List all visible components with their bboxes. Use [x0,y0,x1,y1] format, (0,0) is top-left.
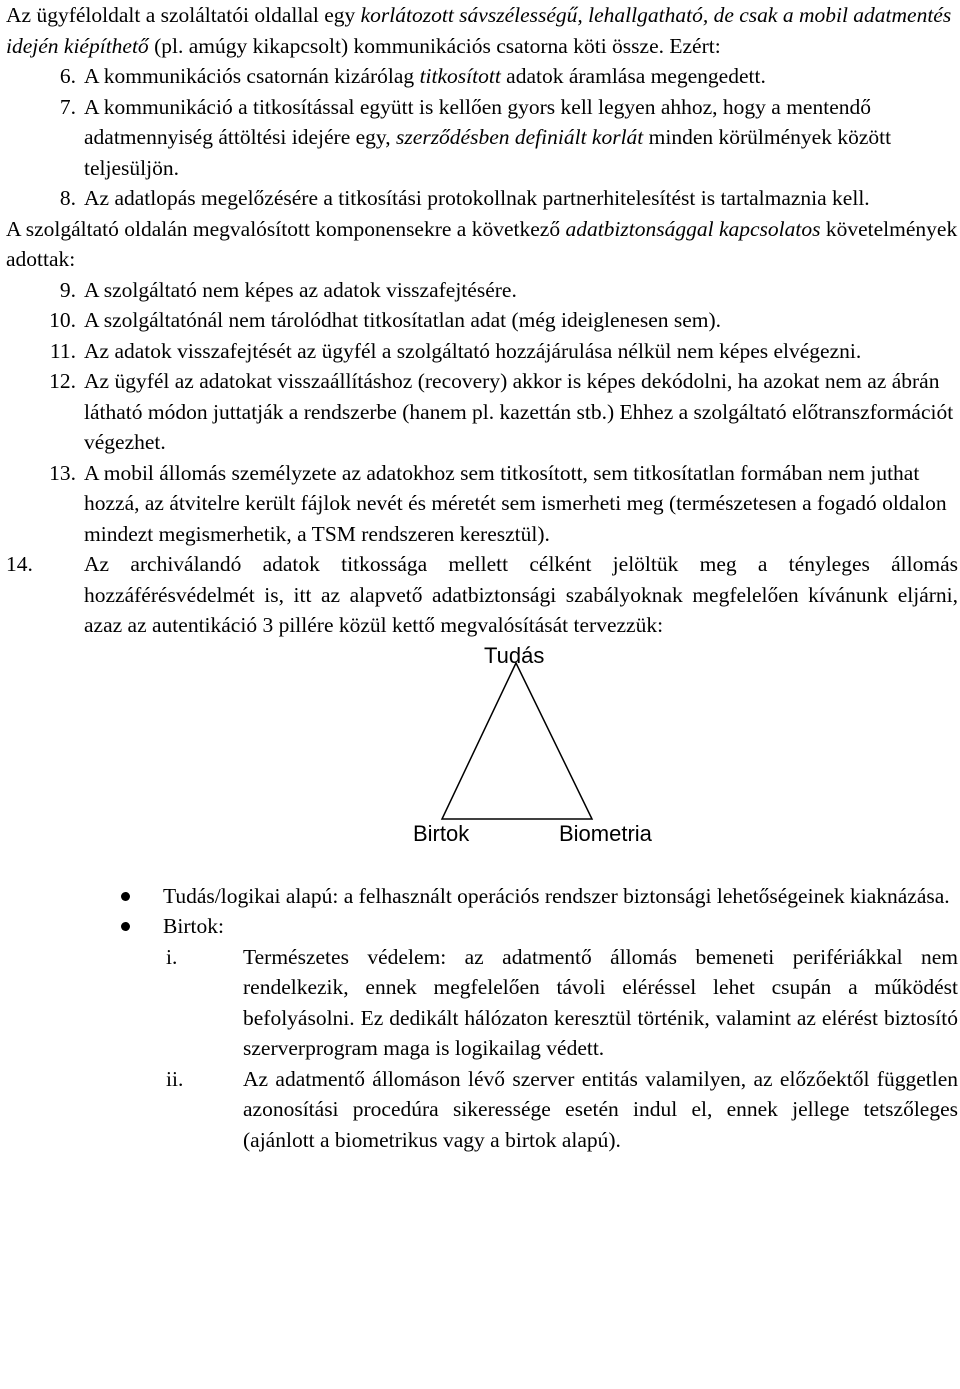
sub-list-item: ii. Az adatmentő állomáson lévő szerver entitás valamilyen, az előzőektől független azonosítási procedúra sikeressége esetén indul el, ennek jellege tetszőleges (ajánlott a biometrikus vagy a birtok alapú). [6,1064,958,1156]
requirements-emphasis: adatbiztonsággal kapcsolatos [565,216,821,241]
intro-text-2: (pl. amúgy kikapcsolt) kommunikációs csatorna köti össze. Ezért: [154,33,721,58]
bullet-item: Tudás/logikai alapú: a felhasznált operációs rendszer biztonsági lehetőségeinek kiaknázása. [6,881,958,912]
authentication-triangle-diagram [6,641,958,881]
triangle-svg [6,641,958,881]
item-number: 14. [6,552,33,576]
list-item: 11. Az adatok visszafejtését az ügyfél a szolgáltató hozzájárulása nélkül nem képes elvégezni. [6,336,958,367]
item-number: 8. [59,186,76,210]
bullet-icon [121,892,130,901]
bullet-item: Birtok: [6,911,958,942]
list-item: 8. Az adatlopás megelőzésére a titkosítási protokollnak partnerhitelesítést is tartalmaznia kell. [6,183,958,214]
item-number: 12. [49,369,76,393]
list-item: 7. A kommunikáció a titkosítással együtt is kellően gyors kell legyen ahhoz, hogy a mentendő adatmennyiség áttöltési idejére egy, szerződésben definiált korlát minden körülmények között teljesüljön. [6,92,958,184]
bullet-icon [121,922,130,931]
list-item: 10. A szolgáltatónál nem tárolódhat titkosítatlan adat (még ideiglenesen sem). [6,305,958,336]
list-item: 14. Az archiválandó adatok titkossága mellett célként jelöltük meg a tényleges állomás hozzáférésvédelmét is, itt az alapvető adatbiztonsági szabályoknak megfelelően kívánunk eljárni, azaz az autentikáció 3 pillére közül kettő megvalósítását tervezzük: [6,549,958,641]
label-birtok: Birtok [413,820,470,846]
document-page [6,0,958,1155]
item-number: 7. [59,94,76,119]
label-tudas: Tudás [484,642,545,668]
item-number: 10. [49,308,76,332]
intro-paragraph [6,0,958,61]
triangle-shape [442,663,592,819]
intro-emphasis: korlátozott sávszélességű, lehallgatható, de csak a mobil adatmentés idején kiépíthető [6,3,952,58]
list-item: 9. A szolgáltató nem képes az adatok visszafejtésére. [6,275,958,306]
item-number: 6. [59,64,76,88]
requirements-paragraph: A szolgáltató oldalán megvalósított komponensekre a következő adatbiztonsággal kapcsolatos követelmények adottak: [6,216,958,271]
list-item: 6. A kommunikációs csatornán kizárólag titkosított adatok áramlása megengedett. [6,61,958,92]
intro-text-1: Az ügyféloldalt a szoláltatói oldallal egy [6,3,356,27]
item-number: 13. [49,460,76,485]
sub-item-number: i. [166,944,178,969]
item-number: 11. [49,338,76,363]
list-item: 12. Az ügyfél az adatokat visszaállításhoz (recovery) akkor is képes dekódolni, ha azokat nem az ábrán látható módon juttatják a rendszerbe (hanem pl. kazettán stb.) Ehhez a szolgáltató előtranszformációt végezhet. [6,366,958,458]
item-number: 9. [59,277,76,302]
sub-list-item: i. Természetes védelem: az adatmentő állomás bemeneti perifériákkal nem rendelkezik, ennek megfelelően távoli eléréssel lehet csupán a működést befolyásolni. Ez dedikált hálózaton keresztül történik, valamint az elérést biztosító szerverprogram maga is logikailag védett. [6,942,958,1064]
sub-item-number: ii. [166,1066,184,1091]
label-biometria: Biometria [559,820,652,846]
list-item: 13. A mobil állomás személyzete az adatokhoz sem titkosított, sem titkosítatlan formában nem juthat hozzá, az átvitelre került fájlok nevét és méretét sem ismerheti meg (természetesen a fogadó oldalon mindezt megismerhetik, a TSM rendszeren keresztül). [6,458,958,550]
